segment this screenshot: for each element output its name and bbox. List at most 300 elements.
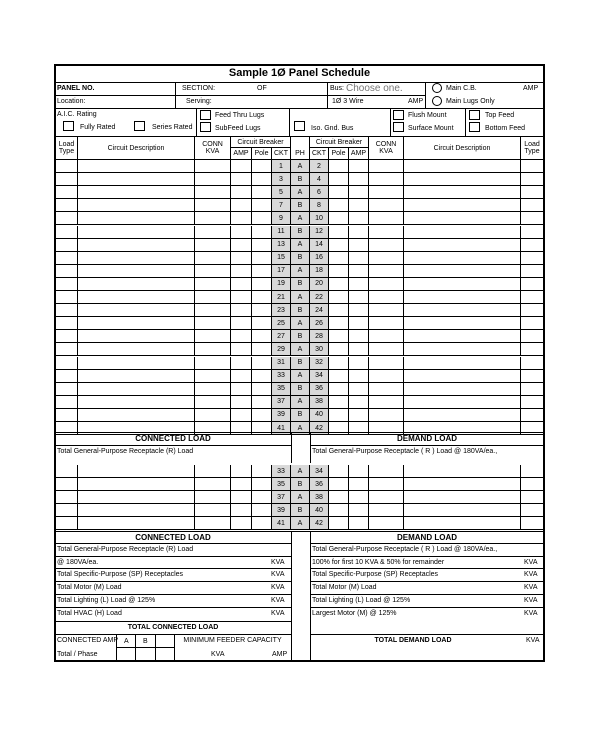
cell-ramp[interactable] [349,370,369,383]
cell-lpole[interactable] [252,357,272,370]
cell-rtype[interactable] [521,478,544,491]
cell-lkva[interactable] [195,409,231,422]
cell-ldesc[interactable] [78,370,195,383]
cell-ltype[interactable] [55,278,78,291]
cell-rpole[interactable] [329,357,349,370]
subfeed-checkbox[interactable] [200,122,211,132]
cell-rkva[interactable] [369,239,404,252]
ckt-left: 19 [272,278,291,291]
cell-rkva[interactable] [369,291,404,304]
cell-lpole[interactable] [252,186,272,199]
cell-rpole[interactable] [329,212,349,225]
cell-ldesc[interactable] [78,199,195,212]
cell-ramp[interactable] [349,409,369,422]
cell-ramp[interactable] [349,383,369,396]
cell-rpole[interactable] [329,252,349,265]
cell-ramp[interactable] [349,265,369,278]
cell-ltype[interactable] [55,422,78,435]
cell-lkva[interactable] [195,504,231,517]
cell-ldesc[interactable] [78,357,195,370]
cell-rdesc[interactable] [404,160,521,173]
cell-ramp[interactable] [349,491,369,504]
cell-rkva[interactable] [369,465,404,478]
cell-ltype[interactable] [55,160,78,173]
cell-rtype[interactable] [521,517,544,530]
cell-lkva[interactable] [195,517,231,530]
col-conn-kva-left: CONN KVA [195,137,231,160]
cell-ramp[interactable] [349,291,369,304]
bus-amp-label: AMP [408,98,424,105]
cell-ldesc[interactable] [78,330,195,343]
ckt-right: 40 [310,504,329,517]
cell-rtype[interactable] [521,291,544,304]
cell-lpole[interactable] [252,212,272,225]
cell-ltype[interactable] [55,409,78,422]
cell-lkva[interactable] [195,396,231,409]
cell-rkva[interactable] [369,226,404,239]
cell-ramp[interactable] [349,199,369,212]
cell-ltype[interactable] [55,517,78,530]
phase-cell: A [291,370,310,383]
cell-ldesc[interactable] [78,504,195,517]
cell-rdesc[interactable] [404,226,521,239]
cell-rtype[interactable] [521,252,544,265]
cell-lkva[interactable] [195,278,231,291]
cell-rtype[interactable] [521,491,544,504]
cell-rtype[interactable] [521,239,544,252]
main-cb-radio[interactable] [432,83,442,93]
cell-ramp[interactable] [349,465,369,478]
cell-lkva[interactable] [195,291,231,304]
cell-rtype[interactable] [521,465,544,478]
cell-ldesc[interactable] [78,491,195,504]
cell-rpole[interactable] [329,465,349,478]
cell-ramp[interactable] [349,504,369,517]
cell-rkva[interactable] [369,409,404,422]
cell-rdesc[interactable] [404,265,521,278]
cell-lpole[interactable] [252,504,272,517]
summary-label: Total General-Purpose Receptacle ( R ) Load @ 180VA/ea., [312,546,498,553]
cell-ramp[interactable] [349,478,369,491]
cell-lpole[interactable] [252,265,272,278]
cell-lkva[interactable] [195,199,231,212]
cell-ldesc[interactable] [78,278,195,291]
cell-rkva[interactable] [369,212,404,225]
cell-lkva[interactable] [195,239,231,252]
cell-rkva[interactable] [369,278,404,291]
cell-lamp[interactable] [231,504,252,517]
cell-rdesc[interactable] [404,370,521,383]
cell-rdesc[interactable] [404,317,521,330]
cell-lpole[interactable] [252,199,272,212]
cell-rpole[interactable] [329,239,349,252]
cell-rdesc[interactable] [404,186,521,199]
cell-lkva[interactable] [195,304,231,317]
cell-ramp[interactable] [349,343,369,356]
flush-mount-checkbox[interactable] [393,110,404,120]
cell-lkva[interactable] [195,383,231,396]
cell-ltype[interactable] [55,239,78,252]
cell-rpole[interactable] [329,422,349,435]
cell-lpole[interactable] [252,491,272,504]
cell-ltype[interactable] [55,383,78,396]
cell-rtype[interactable] [521,357,544,370]
cell-rtype[interactable] [521,370,544,383]
cell-ramp[interactable] [349,226,369,239]
cell-rtype[interactable] [521,186,544,199]
cell-rkva[interactable] [369,304,404,317]
cell-rpole[interactable] [329,383,349,396]
cell-lpole[interactable] [252,330,272,343]
cell-rkva[interactable] [369,491,404,504]
cell-lamp[interactable] [231,409,252,422]
cell-ltype[interactable] [55,252,78,265]
cell-rtype[interactable] [521,212,544,225]
cell-rtype[interactable] [521,160,544,173]
cell-lamp[interactable] [231,278,252,291]
cell-lamp[interactable] [231,160,252,173]
cell-lamp[interactable] [231,186,252,199]
ckt-left: 33 [272,370,291,383]
cell-ldesc[interactable] [78,409,195,422]
cell-ltype[interactable] [55,504,78,517]
cell-lkva[interactable] [195,478,231,491]
cell-ltype[interactable] [55,226,78,239]
cell-rdesc[interactable] [404,465,521,478]
cell-rtype[interactable] [521,278,544,291]
phase-cell: B [291,199,310,212]
cell-rdesc[interactable] [404,383,521,396]
cell-lamp[interactable] [231,304,252,317]
cell-ldesc[interactable] [78,239,195,252]
col-amp-right: AMP [349,148,369,160]
cell-rdesc[interactable] [404,291,521,304]
cell-rtype[interactable] [521,396,544,409]
cell-lpole[interactable] [252,226,272,239]
cell-rkva[interactable] [369,199,404,212]
cell-ldesc[interactable] [78,465,195,478]
cell-ramp[interactable] [349,357,369,370]
cell-rtype[interactable] [521,173,544,186]
cell-ramp[interactable] [349,330,369,343]
cell-rkva[interactable] [369,160,404,173]
ckt-right: 34 [310,370,329,383]
ckt-left: 21 [272,291,291,304]
summary-unit: KVA [524,609,538,617]
min-feeder-label: MINIMUM FEEDER CAPACITY [183,637,282,644]
cell-ltype[interactable] [55,212,78,225]
cell-lkva[interactable] [195,265,231,278]
cell-rpole[interactable] [329,409,349,422]
cell-lkva[interactable] [195,252,231,265]
cell-ltype[interactable] [55,330,78,343]
cell-rkva[interactable] [369,186,404,199]
surface-mount-checkbox[interactable] [393,122,404,132]
feed-thru-checkbox[interactable] [200,110,211,120]
cell-lamp[interactable] [231,265,252,278]
cell-ldesc[interactable] [78,317,195,330]
cell-lpole[interactable] [252,278,272,291]
cell-ltype[interactable] [55,199,78,212]
cell-lpole[interactable] [252,160,272,173]
cell-lkva[interactable] [195,370,231,383]
cell-lamp[interactable] [231,370,252,383]
cell-rkva[interactable] [369,317,404,330]
cell-rpole[interactable] [329,265,349,278]
cell-rkva[interactable] [369,370,404,383]
cell-rdesc[interactable] [404,504,521,517]
cell-lpole[interactable] [252,478,272,491]
cell-lpole[interactable] [252,317,272,330]
cell-rtype[interactable] [521,504,544,517]
cell-rdesc[interactable] [404,409,521,422]
cell-lamp[interactable] [231,343,252,356]
cell-ldesc[interactable] [78,226,195,239]
cell-ltype[interactable] [55,357,78,370]
cell-lkva[interactable] [195,357,231,370]
cell-rtype[interactable] [521,317,544,330]
cell-ltype[interactable] [55,465,78,478]
cell-rdesc[interactable] [404,252,521,265]
cell-rkva[interactable] [369,343,404,356]
summary-unit: KVA [524,596,538,604]
cell-ldesc[interactable] [78,291,195,304]
cell-lpole[interactable] [252,422,272,435]
cell-ltype[interactable] [55,317,78,330]
cell-lamp[interactable] [231,383,252,396]
cell-lamp[interactable] [231,491,252,504]
cell-lkva[interactable] [195,491,231,504]
cell-lkva[interactable] [195,317,231,330]
cell-ldesc[interactable] [78,383,195,396]
cell-lkva[interactable] [195,330,231,343]
cell-ramp[interactable] [349,278,369,291]
cell-ldesc[interactable] [78,252,195,265]
cell-lpole[interactable] [252,239,272,252]
cell-ltype[interactable] [55,478,78,491]
cell-lpole[interactable] [252,517,272,530]
cell-rdesc[interactable] [404,278,521,291]
bus-choose-dropdown[interactable]: Choose one. [346,83,403,94]
fully-rated-checkbox[interactable] [63,121,74,131]
cell-rdesc[interactable] [404,330,521,343]
phase-cell: A [291,396,310,409]
cell-rpole[interactable] [329,370,349,383]
cell-rkva[interactable] [369,517,404,530]
cell-rkva[interactable] [369,396,404,409]
cell-lkva[interactable] [195,212,231,225]
cell-rkva[interactable] [369,173,404,186]
cell-rdesc[interactable] [404,304,521,317]
cell-rpole[interactable] [329,317,349,330]
cell-ramp[interactable] [349,317,369,330]
cell-rpole[interactable] [329,160,349,173]
phase-cell: B [291,173,310,186]
cell-rdesc[interactable] [404,396,521,409]
cell-rkva[interactable] [369,504,404,517]
cell-lpole[interactable] [252,291,272,304]
cell-ramp[interactable] [349,173,369,186]
summary-label: 100% for first 10 KVA & 50% for remainder [312,558,445,566]
cell-rtype[interactable] [521,330,544,343]
cell-lkva[interactable] [195,186,231,199]
cell-rkva[interactable] [369,265,404,278]
cell-lamp[interactable] [231,465,252,478]
cell-rpole[interactable] [329,478,349,491]
cell-rdesc[interactable] [404,239,521,252]
cell-rpole[interactable] [329,343,349,356]
cell-ltype[interactable] [55,173,78,186]
cell-lpole[interactable] [252,343,272,356]
cell-rdesc[interactable] [404,517,521,530]
cell-rtype[interactable] [521,226,544,239]
cell-lkva[interactable] [195,465,231,478]
cell-ltype[interactable] [55,396,78,409]
cell-rdesc[interactable] [404,199,521,212]
cell-lamp[interactable] [231,330,252,343]
cell-ramp[interactable] [349,304,369,317]
cell-rpole[interactable] [329,186,349,199]
ckt-left: 7 [272,199,291,212]
cell-rtype[interactable] [521,409,544,422]
ckt-right: 20 [310,278,329,291]
series-rated-checkbox[interactable] [134,121,145,131]
cell-lpole[interactable] [252,370,272,383]
cell-ltype[interactable] [55,370,78,383]
ckt-right: 38 [310,491,329,504]
cell-lamp[interactable] [231,226,252,239]
bottom-feed-checkbox[interactable] [469,122,480,132]
cell-ramp[interactable] [349,396,369,409]
cell-lpole[interactable] [252,396,272,409]
cell-ltype[interactable] [55,491,78,504]
cell-rpole[interactable] [329,491,349,504]
cell-lamp[interactable] [231,212,252,225]
cell-lamp[interactable] [231,478,252,491]
cell-lkva[interactable] [195,226,231,239]
cell-rtype[interactable] [521,343,544,356]
main-lugs-radio[interactable] [432,96,442,106]
cell-ramp[interactable] [349,422,369,435]
cell-rtype[interactable] [521,199,544,212]
cell-rkva[interactable] [369,252,404,265]
cell-rpole[interactable] [329,504,349,517]
cell-ldesc[interactable] [78,396,195,409]
cell-rpole[interactable] [329,330,349,343]
cell-rtype[interactable] [521,304,544,317]
cell-ltype[interactable] [55,304,78,317]
cell-lpole[interactable] [252,304,272,317]
cell-rdesc[interactable] [404,491,521,504]
cell-lkva[interactable] [195,173,231,186]
cell-ldesc[interactable] [78,173,195,186]
ckt-right: 42 [310,517,329,530]
cell-rdesc[interactable] [404,173,521,186]
cell-lamp[interactable] [231,396,252,409]
cell-rdesc[interactable] [404,343,521,356]
cell-rkva[interactable] [369,330,404,343]
cell-rtype[interactable] [521,265,544,278]
cell-lamp[interactable] [231,173,252,186]
cell-lamp[interactable] [231,357,252,370]
surface-mount-label: Surface Mount [408,125,454,132]
cell-ramp[interactable] [349,160,369,173]
top-feed-checkbox[interactable] [469,110,480,120]
cell-lamp[interactable] [231,239,252,252]
cell-lamp[interactable] [231,317,252,330]
cell-ldesc[interactable] [78,304,195,317]
cell-ldesc[interactable] [78,186,195,199]
cell-ltype[interactable] [55,186,78,199]
flush-mount-label: Flush Mount [408,112,447,119]
cell-ldesc[interactable] [78,212,195,225]
ckt-right: 26 [310,317,329,330]
cell-rdesc[interactable] [404,478,521,491]
summary-demand-heading: DEMAND LOAD [397,533,457,542]
cell-rpole[interactable] [329,517,349,530]
cell-ldesc[interactable] [78,343,195,356]
cell-ramp[interactable] [349,186,369,199]
phase-cell: A [291,317,310,330]
cell-lpole[interactable] [252,465,272,478]
cell-ramp[interactable] [349,517,369,530]
cell-ldesc[interactable] [78,160,195,173]
cell-ltype[interactable] [55,265,78,278]
summary-divider [310,581,544,582]
cell-lamp[interactable] [231,252,252,265]
col-ph: PH [291,137,310,160]
col-ckt-right: CKT [310,148,329,160]
cell-lamp[interactable] [231,199,252,212]
cell-rpole[interactable] [329,396,349,409]
cell-ldesc[interactable] [78,265,195,278]
cell-ramp[interactable] [349,212,369,225]
ckt-left: 23 [272,304,291,317]
cell-ramp[interactable] [349,239,369,252]
cell-rkva[interactable] [369,357,404,370]
cell-rdesc[interactable] [404,212,521,225]
summary-divider [55,594,291,595]
cell-rpole[interactable] [329,226,349,239]
cell-rpole[interactable] [329,291,349,304]
cell-rpole[interactable] [329,173,349,186]
cell-ldesc[interactable] [78,517,195,530]
cell-lkva[interactable] [195,160,231,173]
cell-rpole[interactable] [329,278,349,291]
cell-rkva[interactable] [369,478,404,491]
cell-rdesc[interactable] [404,357,521,370]
cell-lpole[interactable] [252,383,272,396]
cell-lamp[interactable] [231,422,252,435]
cell-ltype[interactable] [55,343,78,356]
cell-rkva[interactable] [369,383,404,396]
ckt-right: 2 [310,160,329,173]
cell-ldesc[interactable] [78,478,195,491]
cell-lpole[interactable] [252,409,272,422]
cell-rtype[interactable] [521,422,544,435]
cell-rpole[interactable] [329,199,349,212]
cell-lamp[interactable] [231,291,252,304]
cell-rpole[interactable] [329,304,349,317]
cell-lpole[interactable] [252,252,272,265]
cell-lkva[interactable] [195,343,231,356]
cell-ramp[interactable] [349,252,369,265]
iso-gnd-checkbox[interactable] [294,121,305,131]
cell-lpole[interactable] [252,173,272,186]
cell-lamp[interactable] [231,517,252,530]
cell-rtype[interactable] [521,383,544,396]
cell-ltype[interactable] [55,291,78,304]
